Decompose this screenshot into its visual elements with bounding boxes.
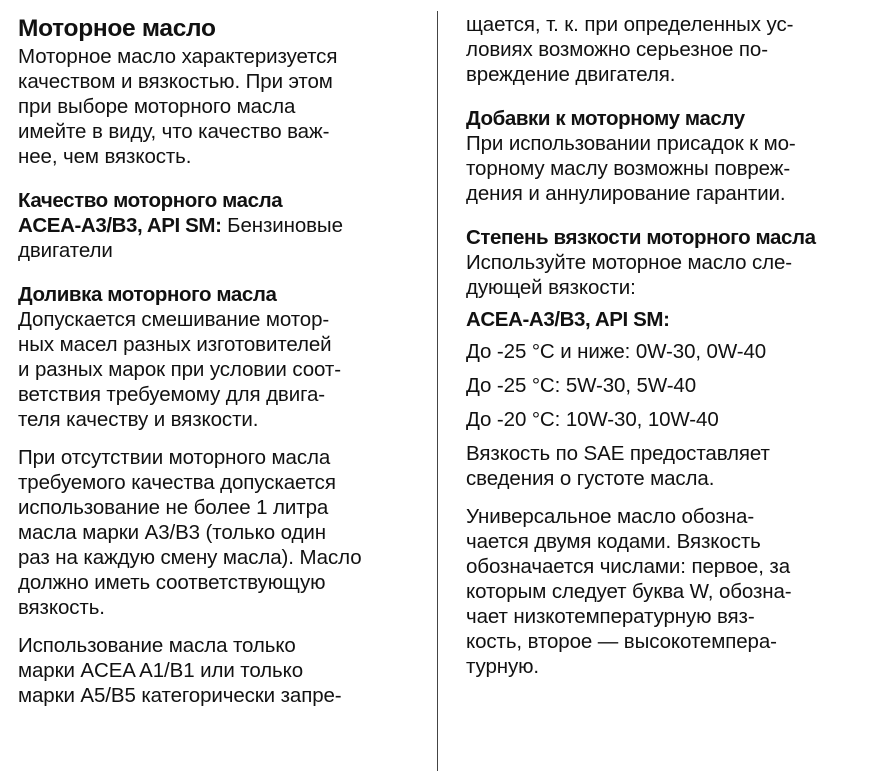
continuation-paragraph: щается, т. к. при определенных ус- ловиях возможно серьезное по- вреждение двигателя. — [466, 13, 794, 86]
viscosity-spec: ACEA-A3/B3, API SM: — [466, 308, 670, 331]
right-column — [466, 12, 861, 679]
viscosity-grade: До -25 °C: 5W-30, 5W-40 — [466, 374, 697, 397]
intro-paragraph: Моторное масло характеризуется качеством и вязкостью. При этом при выборе моторного масла имейте в виду, что качество важ- нее, чем вязкость. — [18, 45, 338, 168]
topup-paragraph-1: Допускается смешивание мотор- ных масел разных изготовителей и разных марок при условии соот- ветствия требуемому для двига- теля качеству и вязкости. — [18, 308, 341, 431]
universal-oil-paragraph: Универсальное масло обозна- чается двумя кодами. Вязкость обозначается числами: первое, за которым следует буква W, обозна- чает низкотемпературную вяз- кость, второе — высокотемпера- турную. — [466, 505, 792, 678]
additives-paragraph: При использовании присадок к мо- торному маслу возможны повреж- дения и аннулирование гарантии. — [466, 132, 796, 205]
section-title: Моторное масло — [18, 15, 216, 42]
viscosity-heading: Степень вязкости моторного масла — [466, 226, 816, 249]
topup-paragraph-2: При отсутствии моторного масла требуемого качества допускается использование не более 1 литра масла марки А3/В3 (только один раз на каждую смену масла). Масло должно иметь соответствующую вязкость. — [18, 446, 362, 619]
topup-paragraph-3: Использование масла только марки ACEA A1/B1 или только марки A5/B5 категорически запре- — [18, 634, 342, 707]
sae-paragraph: Вязкость по SAE предоставляет сведения о густоте масла. — [466, 442, 770, 490]
viscosity-intro: Используйте моторное масло сле- дующей вязкости: — [466, 251, 793, 299]
quality-heading: Качество моторного масла — [18, 189, 283, 212]
quality-spec: ACEA-A3/B3, API SM: Бензиновые двигатели — [18, 214, 343, 262]
topup-heading: Доливка моторного масла — [18, 283, 277, 306]
left-column — [18, 14, 413, 708]
viscosity-grade: До -20 °C: 10W-30, 10W-40 — [466, 408, 719, 431]
additives-heading: Добавки к моторному маслу — [466, 107, 745, 130]
column-divider — [437, 11, 438, 771]
quality-spec-code: ACEA-A3/B3, API SM: — [18, 214, 222, 237]
viscosity-grades — [466, 339, 861, 432]
viscosity-grade: До -25 °C и ниже: 0W-30, 0W-40 — [466, 340, 767, 363]
